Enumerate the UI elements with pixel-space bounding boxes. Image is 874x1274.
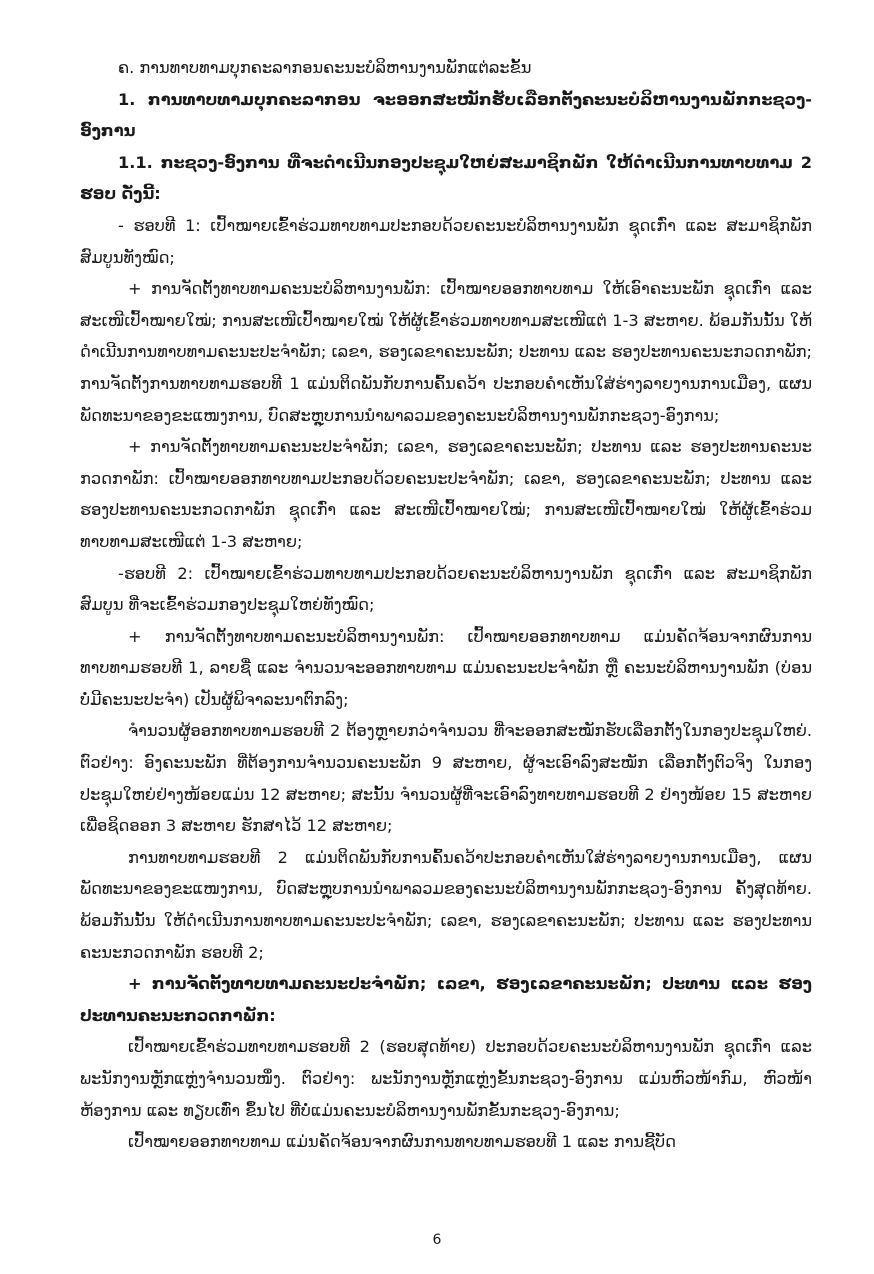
round-1-standing-paragraph: + ການຈັດຕັ້ງທາບທາມຄະນະປະຈຳພັກ; ເລຂາ, ຮອງເລຂາຄະນະພັກ; ປະທານ ແລະ ຮອງປະທານຄະນະກວດກາພັກ: ເປົ້າໝາຍອອກທາບທາມປະກອບດ້ວຍຄະນະປະຈຳພັກ; ເລຂາ, ຮອງເລຂາຄະນະພັກ; ປະທານ ແລະ ຮອງປະທານຄະນະກວດກາພັກ ຊຸດເກົ່າ ແລະ ສະເໜີເປົ້າໝາຍໃໝ່; ການສະເໜີເປົ້າໝາຍໃໝ່ ໃຫ້ຜູ້ເຂົ້າຮ່ວມທາບທາມສະເໜີແຕ່ 1-3 ສະຫາຍ; <box>80 437 812 551</box>
round-2-selection-paragraph: ເປົ້າໝາຍອອກທາບທາມ ແມ່ນຄັດຈ້ອນຈາກຜົນການທາບທາມຮອບທີ 1 ແລະ ການຊີ້ບັດ <box>128 1132 677 1152</box>
item-1-1-heading: 1.1. ກະຊວງ-ອົງການ ທີ່ຈະດຳເນີນກອງປະຊຸມໃຫຍ່ສະມາຊິກພັກ ໃຫ້ດຳເນີນການທາບທາມ 2 ຮອບ ດັ່ງນີ້: <box>80 152 812 204</box>
round-2-board-paragraph: + ການຈັດຕັ້ງທາບທາມຄະນະບໍລິຫານງານພັກ: ເປົ້າໝາຍອອກທາບທາມ ແມ່ນຄັດຈ້ອນຈາກຜົນການທາບທາມຮອບທີ 1, ລາຍຊື່ ແລະ ຈຳນວນຈະອອກທາບທາມ ແມ່ນຄະນະປະຈຳພັກ ຫຼື ຄະນະບໍລິຫານງານພັກ (ບ່ອນບໍ່ມີຄະນະປະຈຳ) ເປັນຜູ້ພິຈາລະນາຕົກລົງ; <box>80 626 812 709</box>
round-2-targets-paragraph: ເປົ້າໝາຍເຂົ້າຮ່ວມທາບທາມຮອບທີ 2 (ຮອບສຸດທ້າຍ) ປະກອບດ້ວຍຄະນະບໍລິຫານງານພັກ ຊຸດເກົ່າ ແລະ ພະນັກງານຫຼັກແຫຼ່ງຈຳນວນໜຶ່ງ. ຕົວຢ່າງ: ພະນັກງານຫຼັກແຫຼ່ງຂັ້ນກະຊວງ-ອົງການ ແມ່ນຫົວໜ້າກົມ, ຫົວໜ້າຫ້ອງການ ແລະ ທຽບເທົ່າ ຂຶ້ນໄປ ທີ່ບໍ່ແມ່ນຄະນະບໍລິຫານງານພັກຂັ້ນກະຊວງ-ອົງການ; <box>80 1037 812 1120</box>
section-heading: ຄ. ການທາບທາມບຸກຄະລາກອນຄະນະບໍລິຫານງານພັກແຕ່ລະຂັ້ນ <box>118 58 532 77</box>
round-1-paragraph: - ຮອບທີ 1: ເປົ້າໝາຍເຂົ້າຮ່ວມທາບທາມປະກອບດ້ວຍຄະນະບໍລິຫານງານພັກ ຊຸດເກົ່າ ແລະ ສະມາຊິກພັກສົມບູນທັງໝົດ; <box>80 215 812 267</box>
round-2-standing-heading: + ການຈັດຕັ້ງທາບທາມຄະນະປະຈຳພັກ; ເລຂາ, ຮອງເລຂາຄະນະພັກ; ປະທານ ແລະ ຮອງປະທານຄະນະກວດກາພັກ: <box>80 974 812 1025</box>
page-number: 6 <box>432 1232 442 1248</box>
round-2-paragraph: -ຮອບທີ 2: ເປົ້າໝາຍເຂົ້າຮ່ວມທາບທາມປະກອບດ້ວຍຄະນະບໍລິຫານງານພັກ ຊຸດເກົ່າ ແລະ ສະມາຊິກພັກສົມບູນ ທີ່ຈະເຂົ້າຮ່ວມກອງປະຊຸມໃຫຍ່ທັງໝົດ; <box>80 563 812 615</box>
round-2-count-paragraph: ຈຳນວນຜູ້ອອກທາບທາມຮອບທີ 2 ຕ້ອງຫຼາຍກວ່າຈຳນວນ ທີ່ຈະອອກສະໝັກຮັບເລືອກຕັ້ງໃນກອງປະຊຸມໃຫຍ່. ຕົວຢ່າງ: ອົງຄະນະພັກ ທີ່ຕ້ອງການຈຳນວນຄະນະພັກ 9 ສະຫາຍ, ຜູ້ຈະເອົາລົງສະໝັກ ເລືອກຕັ້ງຕົວຈິງ ໃນກອງປະຊຸມໃຫຍ່ຢ່າງໜ້ອຍແມ່ນ 12 ສະຫາຍ; ສະນັ້ນ ຈຳນວນຜູ້ທີ່ຈະເອົາລົງທາບທາມຮອບທີ 2 ຢ່າງໜ້ອຍ 15 ສະຫາຍ ເພື່ອຊິດອອກ 3 ສະຫາຍ ຮັກສາໄວ້ 12 ສະຫາຍ; <box>80 721 812 836</box>
item-1-heading: 1. ການທາບທາມບຸກຄະລາກອນ ຈະອອກສະໝັກຮັບເລືອກຕັ້ງຄະນະບໍລິຫານງານພັກກະຊວງ-ອົງການ <box>80 89 812 141</box>
round-1-board-paragraph: + ການຈັດຕັ້ງທາບທາມຄະນະບໍລິຫານງານພັກ: ເປົ້າໝາຍອອກທາບທາມ ໃຫ້ເອົາຄະນະພັກ ຊຸດເກົ່າ ແລະ ສະເໜີເປົ້າໝາຍໃໝ່; ການສະເໜີເປົ້າໝາຍໃໝ່ ໃຫ້ຜູ້ເຂົ້າຮ່ວມທາບທາມສະເໜີແຕ່ 1-3 ສະຫາຍ. ພ້ອມກັນນັ້ນ ໃຫ້ດຳເນີນການທາບທາມຄະນະປະຈຳພັກ; ເລຂາ, ຮອງເລຂາຄະນະພັກ; ປະທານ ແລະ ຮອງປະທານຄະນະກວດກາພັກ; ການຈັດຕັ້ງການທາບທາມຮອບທີ 1 ແມ່ນຕິດພັນກັບການຄົ້ນຄວ້າ ປະກອບຄຳເຫັນໃສ່ຮ່າງລາຍງານການເມືອງ, ແຜນພັດທະນາຂອງຂະແໜງການ, ບົດສະຫຼຸບການນຳພາລວມຂອງຄະນະບໍລິຫານງານພັກກະຊວງ-ອົງການ; <box>80 279 812 425</box>
round-2-linkage-paragraph: ການທາບທາມຮອບທີ 2 ແມ່ນຕິດພັນກັບການຄົ້ນຄວ້າປະກອບຄຳເຫັນໃສ່ຮ່າງລາຍງານການເມືອງ, ແຜນພັດທະນາຂອງຂະແໜງການ, ບົດສະຫຼຸບການນຳພາລວມຂອງຄະນະບໍລິຫານງານພັກກະຊວງ-ອົງການ ຄັ້ງສຸດທ້າຍ. ພ້ອມກັນນັ້ນ ໃຫ້ດຳເນີນການທາບທາມຄະນະປະຈຳພັກ; ເລຂາ, ຮອງເລຂາຄະນະພັກ; ປະທານ ແລະ ຮອງປະທານຄະນະກວດກາພັກ ຮອບທີ 2; <box>80 847 812 962</box>
